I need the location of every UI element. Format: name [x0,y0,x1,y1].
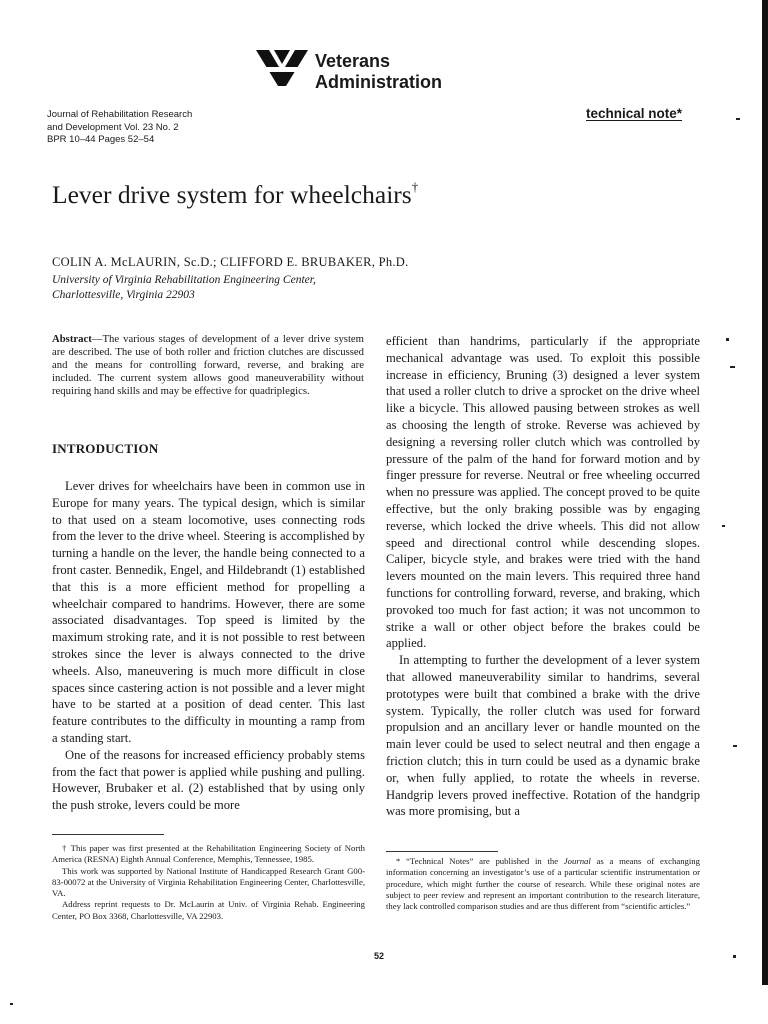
title-footnote-mark: † [411,178,419,194]
affiliation-line-2: Charlottesville, Virginia 22903 [52,289,195,301]
journal-line-3: BPR 10–44 Pages 52–54 [47,134,155,145]
author-list: COLIN A. McLAURIN, Sc.D.; CLIFFORD E. BRUBAKER, Ph.D. [52,255,409,269]
footnote-text-pre: * “Technical Notes” are published in the [396,856,564,866]
page-number: 52 [374,951,385,961]
paragraph: One of the reasons for increased efficiency probably stems from the fact that power is applied while pushing and pulling. However, Brubaker et al. (2) established that by using only the push stroke, levers could be more [52,747,365,813]
agency-line-2: Administration [315,72,443,92]
footnote-journal-name: Journal [563,856,591,866]
scan-speck [726,338,729,341]
abstract-label: Abstract [52,333,92,345]
journal-citation [47,109,192,147]
footnote-rule-left [52,834,164,835]
footnote-rule-right [386,851,498,852]
footnote: Address reprint requests to Dr. McLaurin at Univ. of Virginia Rehab. Engineering Center, PO Box 3368, Charlottesville, VA 22903. [52,899,365,921]
scan-speck [736,118,740,120]
footnote: † This paper was first presented at the Rehabilitation Engineering Society of North America (RESNA) Eighth Annual Conference, Memphis, Tennessee, 1985. [52,843,365,865]
right-column-body [386,333,700,820]
section-heading-introduction: INTRODUCTION [52,441,159,456]
abstract-text: —The various stages of development of a lever drive system are described. The use of both roller and friction clutches are discussed and the means for controlling forward, reverse, and braking are included. The current system allows good maneuverability without requiring hand skills and may be effective for quadriplegics. [52,333,364,397]
scan-speck [733,955,736,958]
left-column-body [52,478,365,814]
agency-name [315,51,442,93]
abstract [52,333,364,398]
va-logo [256,50,308,86]
scan-edge-shadow [762,0,768,985]
technical-notes-footnote [386,856,700,912]
author-affiliation [52,273,316,303]
article-title [52,180,418,210]
footnotes-left [52,843,365,922]
journal-line-2: and Development Vol. 23 No. 2 [47,121,179,133]
scan-speck [730,366,735,368]
paragraph: In attempting to further the development of a lever system that allowed maneuverability similar to handrims, several prototypes were built that combined a brake with the drive system. Typically, the roller clutch was used for forward propulsion and an ancillary lever or handle mounted on the main lever could be used to select neutral and then engage a friction clutch; this in turn could be used as a dynamic brake or, when fully applied, to rotate the wheels in reverse. Handgrip levers proved ineffective. Rotation of the handgrip was more promising, but a [386,653,700,819]
affiliation-line-1: University of Virginia Rehabilitation Engineering Center, [52,274,316,286]
technical-note-label: technical note* [586,106,683,121]
scan-speck [733,745,737,747]
footnote: This work was supported by National Institute of Handicapped Research Grant G00-83-00072 at the University of Virginia Rehabilitation Engineering Center, Charlottesville, VA. [52,865,365,899]
footnote-text-post: as a means of exchanging information concerning an investigator’s use of a particular scientific instrumentation or procedure, which might further the course of research. While these original notes are subject to peer review and represent an important contribution to the research literature, they lack controlled comparison studies and are thus different from “scientific articles.” [386,856,700,912]
journal-line-1: Journal of Rehabilitation Research [47,109,193,120]
article-title-text: Lever drive system for wheelchairs [52,180,412,209]
agency-line-1: Veterans [315,51,391,71]
scan-speck [10,1003,13,1005]
scan-speck [722,525,725,527]
paragraph: efficient than handrims, particularly if the appropriate mechanical advantage was used. To exploit this possible increase in efficiency, Bruning (3) designed a lever system that used a roller clutch to drive a sprocket on the drive wheel like a bicycle. This allowed pausing between strokes as well as choosing the length of stroke. Reverse was achieved by designing a reversing roller clutch which was controlled by pressure of the palm of the hand for forward motion and by finger pressure for reverse. Neutral or free wheeling occurred when no pressure was applied. The concept proved to be quite effective, but the only braking possible was by engaging reverse, which locked the drive wheels. This did not allow speed and directional control while descending slopes. Caliper, bicycle style, and brakes were tried with the hand levers mounted on the main levers. This required three hand functions for controlling forward, reverse, and braking, which provoked too much for fast action; it was not uncommon to strike a wall or other object before the brakes could be applied. [386,334,700,651]
paragraph: Lever drives for wheelchairs have been in common use in Europe for many years. The typical design, which is similar to that used on a steam locomotive, uses connecting rods from the lever to the drive wheel. Steering is accomplished by turning a handle on the lever, the handle being connected to a front caster. Bennedik, Engel, and Hildebrandt (1) established that this is a more efficient method for propelling a wheelchair compared to handrims. However, there are some associated disadvantages. Top speed is limited by the maximum stroking rate, and it is not possible to rest between strokes since the lever is always connected to the drive wheels. Also, maneuvering is much more difficult in close spaces since castering action is not possible and a lever might have to be started at a position of dead center. This last feature contributes to the difficulty in mounting a ramp from a standing start. [52,479,365,745]
